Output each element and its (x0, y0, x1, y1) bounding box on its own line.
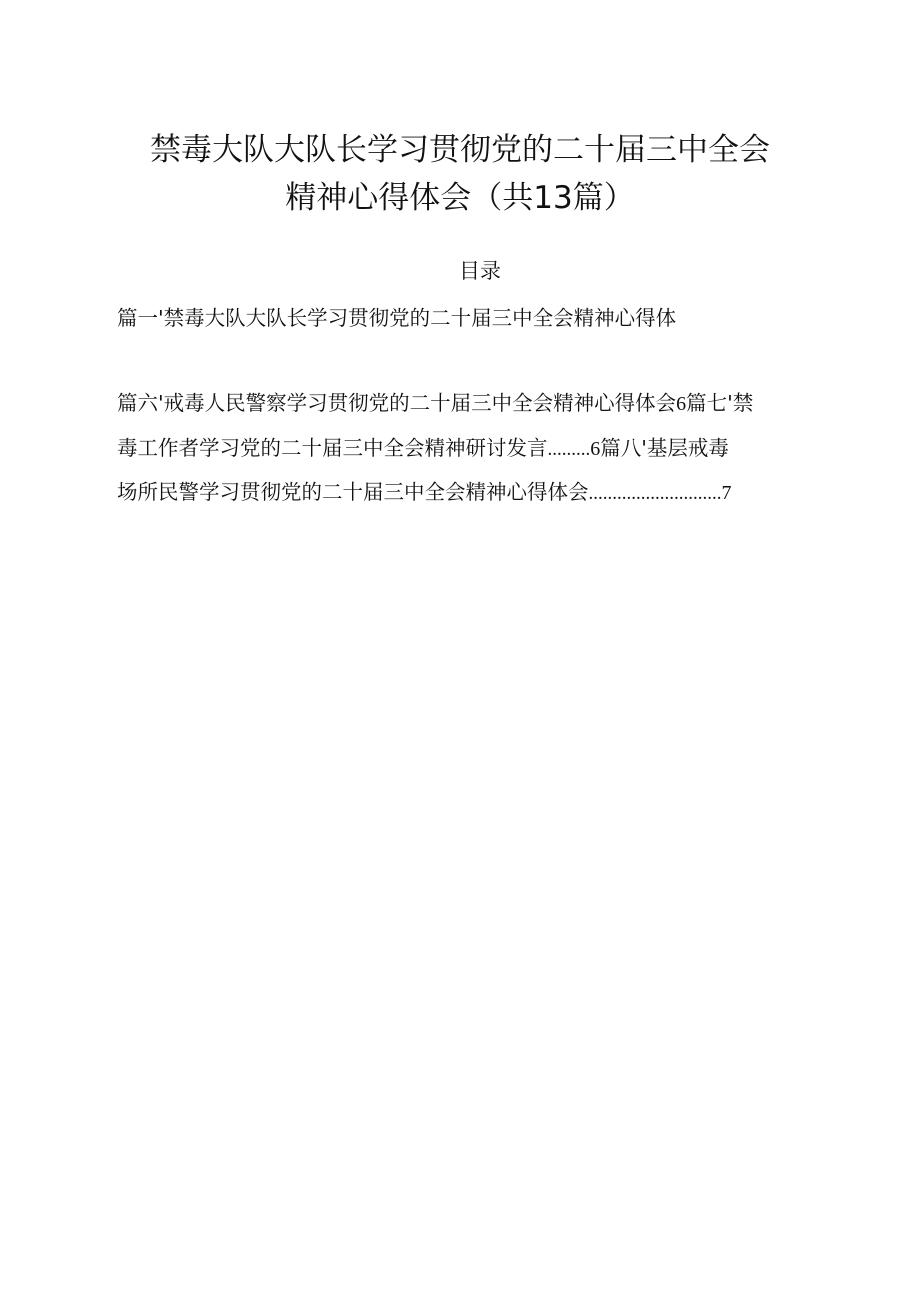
toc-line (117, 477, 732, 509)
document-title-line-2: 精神心得体会（共13篇） (285, 180, 635, 216)
document-title-line-1: 禁毒大队大队长学习贯彻党的二十届三中全会 (150, 132, 770, 168)
toc-entry-text: 篇七'禁 (686, 391, 754, 415)
toc-entry-text: 篇八'基层戒毒 (600, 436, 729, 460)
toc-entry-text: 毒工作者学习党的二十届三中全会精神研讨发言 (117, 436, 548, 460)
toc-heading: 目录 (459, 259, 501, 283)
toc-page-number: 6 (676, 393, 687, 415)
toc-entry-text: 篇一'禁毒大队大队长学习贯彻党的二十届三中全会精神心得体 (117, 306, 677, 330)
toc-page-number: 7 (721, 482, 732, 504)
toc-dot-leader: ......... (547, 439, 591, 460)
toc-entry-text: 篇六'戒毒人民警察学习贯彻党的二十届三中全会精神心得体会 (117, 391, 677, 415)
toc-dot-leader: ............................ (588, 483, 722, 504)
toc-line (117, 433, 729, 465)
toc-line (117, 303, 676, 333)
toc-entry-text: 场所民警学习贯彻党的二十届三中全会精神心得体会 (117, 480, 589, 504)
toc-line (117, 388, 753, 419)
toc-page-number: 6 (590, 438, 601, 460)
